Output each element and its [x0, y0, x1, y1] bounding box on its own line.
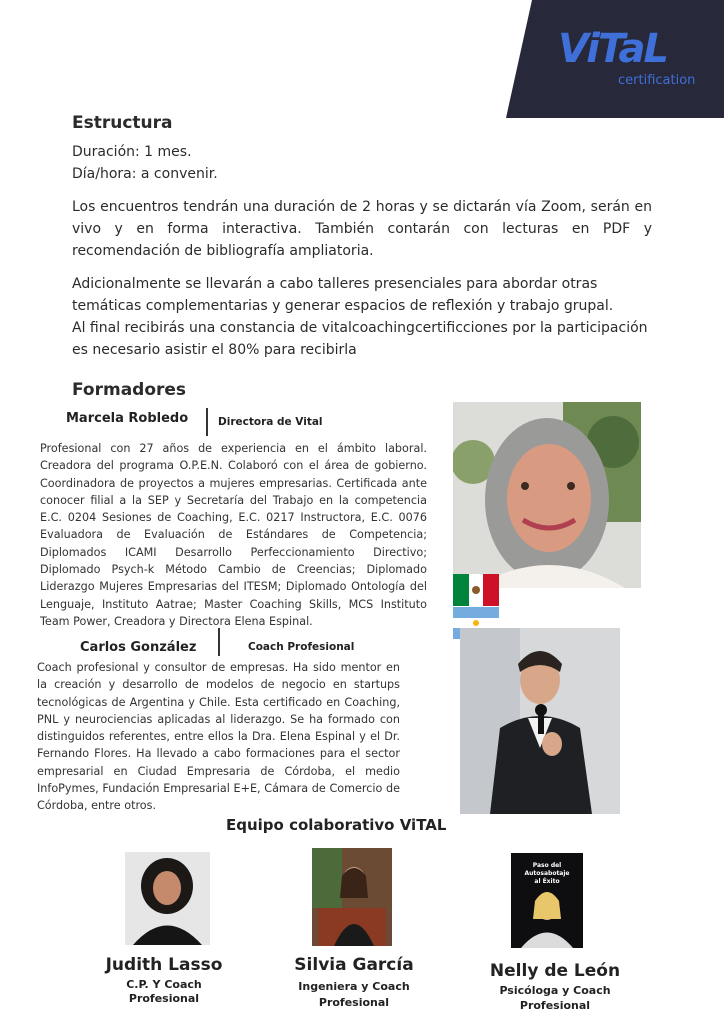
team-member-role: Profesional [519, 999, 591, 1012]
book-title-line: al Éxito [534, 878, 560, 885]
duracion-text: Duración: 1 mes. [72, 144, 192, 160]
book-cover-nelly-de-leon [511, 853, 583, 948]
logo-wordmark: ViTaL [558, 26, 667, 72]
trainer-bio-carlos: Coach profesional y consultor de empresas. Ha sido mentor en la creación y desarrollo de modelos de negocio en startups tecnológicas de Argentina y Chile. Esta certificado en Coaching, PNL y neurociencias aplicadas al liderazgo. Se ha formado con distinguidos referentes, entre ellos la Dra. Elena Espinal y el Dr. Fernando Flores. Ha llevado a cabo formaciones para el sector empresarial en Ciudad Empresaria de Córdoba, el medio InfoPymes, Fundación Empresarial E+E, Cámara de Comercio de Córdoba, entre otros. [37, 661, 400, 813]
dia-hora-text: Día/hora: a convenir. [72, 166, 218, 182]
section-title-formadores: Formadores [72, 380, 187, 400]
book-title-line: Autosabotaje [524, 870, 570, 877]
paragraph-constancia: Al final recibirás una constancia de vitalcoachingcertificciones por la participación es necesario asistir el 80% para recibirla [72, 320, 648, 358]
photo-marcela-robledo [453, 402, 641, 588]
trainer-name-carlos: Carlos González [80, 640, 197, 655]
photo-carlos-gonzalez [460, 628, 620, 814]
vital-logo [558, 26, 698, 96]
team-member-role: Ingeniera y Coach [298, 980, 410, 993]
trainer-name-marcela: Marcela Robledo [66, 411, 189, 426]
name-divider [218, 628, 220, 656]
team-section-title: Equipo colaborativo ViTAL [226, 816, 447, 834]
paragraph-encuentros: Los encuentros tendrán una duración de 2 horas y se dictarán vía Zoom, serán en vivo y en forma interactiva. También contarán con lecturas en PDF y recomendación de bibliografía ampliatoria. [72, 199, 652, 259]
section-title-estructura: Estructura [72, 113, 173, 133]
trainer-bio-marcela: Profesional con 27 años de experiencia en el ámbito laboral. Creadora del programa O.P.E.N. Colaboró con el área de gobierno. Coordinadora de proyectos a mujeres empresarias. Certificada ante conocer filial a la SEP y Secretaría del Trabajo en la competencia E.C. 0204 Sesiones de Coaching, E.C. 0217 Instructora, E.C. 0076 Evaluadora de Evaluación de Estándares de Competencia; Diplomados ICAMI Desarrollo Perfeccionamiento Directivo; Diplomado Psych-k Método Cambio de Creencias; Diplomado Liderazgo Mujeres Empresarias del ITESM; Diplomado Ontología del Lenguaje, Instituto Aatrae; Master Coaching Skills, MCS Instituto Team Power, Creadora y Directora Elena Espinal. [40, 442, 427, 628]
book-title-line: Paso del [532, 862, 562, 869]
team-member-role: C.P. Y Coach [126, 978, 202, 991]
photo-judith-lasso [125, 852, 210, 945]
name-divider [206, 408, 208, 436]
photo-silvia-garcia [312, 848, 392, 946]
team-member-role: Profesional [128, 992, 200, 1005]
team-member-name: Judith Lasso [105, 955, 223, 975]
team-member-name: Nelly de León [489, 961, 621, 981]
mexico-flag-icon [453, 574, 499, 606]
trainer-role-marcela: Directora de Vital [218, 416, 323, 428]
logo-subtitle: certification [618, 73, 696, 88]
team-member-role: Profesional [318, 996, 390, 1009]
paragraph-talleres: Adicionalmente se llevarán a cabo talleres presenciales para abordar otras temáticas complementarias y generar espacios de reflexión y trabajo grupal. [72, 276, 614, 314]
team-member-role: Psicóloga y Coach [499, 984, 611, 997]
team-member-name: Silvia García [294, 955, 414, 975]
trainer-role-carlos: Coach Profesional [248, 641, 355, 653]
